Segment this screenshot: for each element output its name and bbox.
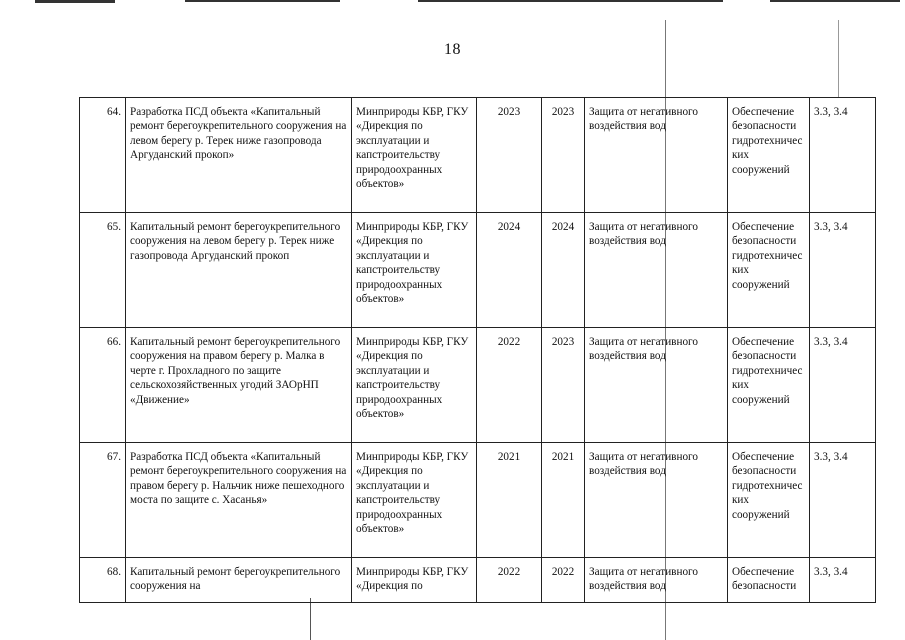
row-number: 67. (80, 443, 126, 558)
scan-edge-line (185, 0, 340, 2)
end-year: 2023 (542, 98, 585, 213)
executor: Минприроды КБР, ГКУ «Дирекция по эксплуатации и капстроительству природоохранных объектов» (352, 213, 477, 328)
end-year: 2022 (542, 558, 585, 603)
start-year: 2023 (477, 98, 542, 213)
measure-name: Капитальный ремонт берегоукрепительного сооружения на левом берегу р. Терек ниже газопровода Аргуданский прокоп (126, 213, 352, 328)
start-year: 2021 (477, 443, 542, 558)
row-number: 65. (80, 213, 126, 328)
measure-name: Капитальный ремонт берегоукрепительного сооружения на (126, 558, 352, 603)
expected-result: Обеспечение безопасности гидротехничес ких сооружений (728, 328, 810, 443)
end-year: 2024 (542, 213, 585, 328)
executor: Минприроды КБР, ГКУ «Дирекция по эксплуатации и капстроительству природоохранных объектов» (352, 98, 477, 213)
indicator-ref: 3.3, 3.4 (810, 558, 876, 603)
expected-result: Обеспечение безопасности гидротехничес ких сооружений (728, 98, 810, 213)
start-year: 2024 (477, 213, 542, 328)
row-number: 66. (80, 328, 126, 443)
goal: Защита от негативного воздействия вод (585, 213, 728, 328)
goal: Защита от негативного воздействия вод (585, 443, 728, 558)
measure-name: Разработка ПСД объекта «Капитальный ремонт берегоукрепительного сооружения на правом берегу р. Нальчик ниже пешеходного моста по защите с. Хасанья» (126, 443, 352, 558)
end-year: 2023 (542, 328, 585, 443)
page-number: 18 (444, 41, 461, 58)
measure-name: Капитальный ремонт берегоукрепительного сооружения на правом берегу р. Малка в черте г. Прохладного по защите сельскохозяйственных угодий ЗАОрНП «Движение» (126, 328, 352, 443)
expected-result: Обеспечение безопасности гидротехничес ких сооружений (728, 443, 810, 558)
measures-table (79, 97, 876, 603)
table-row (80, 328, 876, 443)
start-year: 2022 (477, 328, 542, 443)
table-row (80, 98, 876, 213)
scan-edge-line (35, 0, 115, 3)
scan-edge-line (418, 0, 723, 2)
indicator-ref: 3.3, 3.4 (810, 213, 876, 328)
expected-result: Обеспечение безопасности гидротехничес ких сооружений (728, 213, 810, 328)
indicator-ref: 3.3, 3.4 (810, 328, 876, 443)
row-number: 64. (80, 98, 126, 213)
executor: Минприроды КБР, ГКУ «Дирекция по эксплуатации и капстроительству природоохранных объектов» (352, 443, 477, 558)
expected-result: Обеспечение безопасности (728, 558, 810, 603)
scan-fold-line (310, 598, 311, 640)
measure-name: Разработка ПСД объекта «Капитальный ремонт берегоукрепительного сооружения на левом берегу р. Терек ниже газопровода Аргуданский прокоп» (126, 98, 352, 213)
table-row (80, 558, 876, 603)
start-year: 2022 (477, 558, 542, 603)
table-row (80, 443, 876, 558)
table-row (80, 213, 876, 328)
goal: Защита от негативного воздействия вод (585, 98, 728, 213)
end-year: 2021 (542, 443, 585, 558)
scan-edge-line (770, 0, 900, 2)
executor: Минприроды КБР, ГКУ «Дирекция по эксплуатации и капстроительству природоохранных объектов» (352, 328, 477, 443)
row-number: 68. (80, 558, 126, 603)
executor: Минприроды КБР, ГКУ «Дирекция по (352, 558, 477, 603)
goal: Защита от негативного воздействия вод (585, 328, 728, 443)
goal: Защита от негативного воздействия вод (585, 558, 728, 603)
indicator-ref: 3.3, 3.4 (810, 443, 876, 558)
indicator-ref: 3.3, 3.4 (810, 98, 876, 213)
